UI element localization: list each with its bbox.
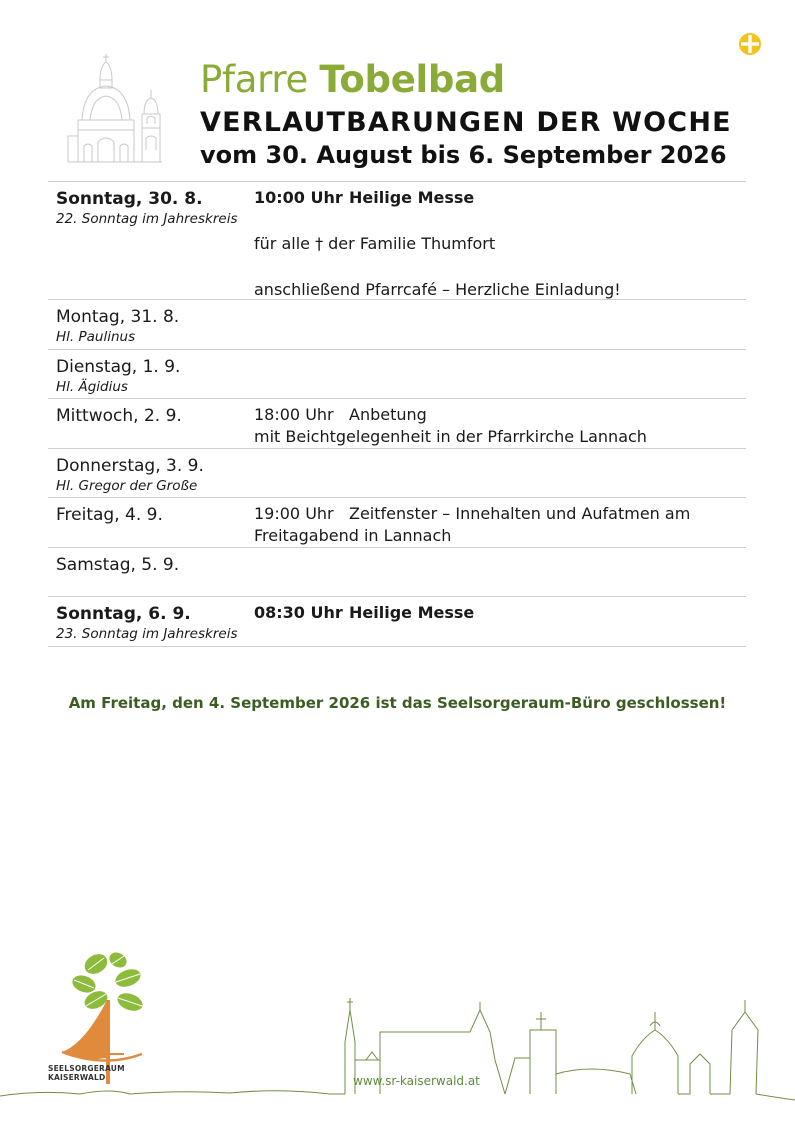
event-note: anschließend Pfarrcafé – Herzliche Einladung!	[254, 280, 621, 299]
town-skyline-icon	[0, 990, 795, 1110]
day-label: Donnerstag, 3. 9.	[56, 456, 204, 476]
event-time: 10:00 Uhr	[254, 188, 343, 207]
day-label: Sonntag, 30. 8.	[56, 189, 203, 209]
event-title: Heilige Messe	[349, 188, 475, 207]
event	[254, 187, 744, 301]
day-label: Freitag, 4. 9.	[56, 505, 163, 525]
day-label: Sonntag, 6. 9.	[56, 604, 191, 624]
parish-title	[200, 58, 760, 102]
logo-line: KAISERWALD	[48, 1073, 106, 1082]
date-range: vom 30. August bis 6. September 2026	[200, 141, 727, 169]
event-detail: Freitagabend in Lannach	[254, 526, 452, 545]
page-header	[200, 58, 760, 170]
office-closed-notice: Am Freitag, den 4. September 2026 ist das Seelsorgeraum-Büro geschlossen!	[68, 694, 727, 712]
day-row	[48, 548, 746, 597]
event-title: Anbetung	[349, 405, 427, 424]
event-title: Zeitfenster – Innehalten und Aufatmen am	[349, 504, 691, 523]
website-link[interactable]: www.sr-kaiserwald.at	[353, 1074, 480, 1088]
feast-label: 22. Sonntag im Jahreskreis	[56, 211, 238, 227]
parish-prefix: Pfarre	[200, 58, 308, 101]
event-title: Heilige Messe	[349, 603, 475, 622]
feast-label: Hl. Ägidius	[56, 379, 128, 395]
feast-label: Hl. Paulinus	[56, 329, 136, 345]
day-label: Mittwoch, 2. 9.	[56, 406, 182, 426]
event-detail: mit Beichtgelegenheit in der Pfarrkirche Lannach	[254, 427, 647, 446]
day-row	[48, 350, 746, 399]
logo-line: SEELSORGERAUM	[48, 1064, 125, 1073]
event	[254, 602, 744, 624]
event-time: 08:30 Uhr	[254, 603, 343, 622]
schedule-table	[48, 181, 746, 647]
cross-mark-icon	[738, 32, 762, 56]
feast-label: 23. Sonntag im Jahreskreis	[56, 626, 238, 642]
day-row	[48, 449, 746, 498]
day-row	[48, 498, 746, 548]
day-row	[48, 182, 746, 300]
day-label: Dienstag, 1. 9.	[56, 357, 181, 377]
day-row	[48, 597, 746, 647]
day-row	[48, 399, 746, 449]
event-note: für alle † der Familie Thumfort	[254, 234, 496, 253]
church-outline-icon	[62, 50, 166, 166]
day-label: Samstag, 5. 9.	[56, 555, 180, 575]
feast-label: Hl. Gregor der Große	[56, 478, 198, 494]
event	[254, 404, 744, 448]
day-row	[48, 300, 746, 350]
parish-name: Tobelbad	[319, 58, 505, 101]
day-label: Montag, 31. 8.	[56, 307, 180, 327]
event-time: 18:00 Uhr	[254, 405, 334, 424]
event	[254, 503, 744, 547]
event-time: 19:00 Uhr	[254, 504, 334, 523]
page-title: VERLAUTBARUNGEN DER WOCHE	[200, 107, 732, 138]
